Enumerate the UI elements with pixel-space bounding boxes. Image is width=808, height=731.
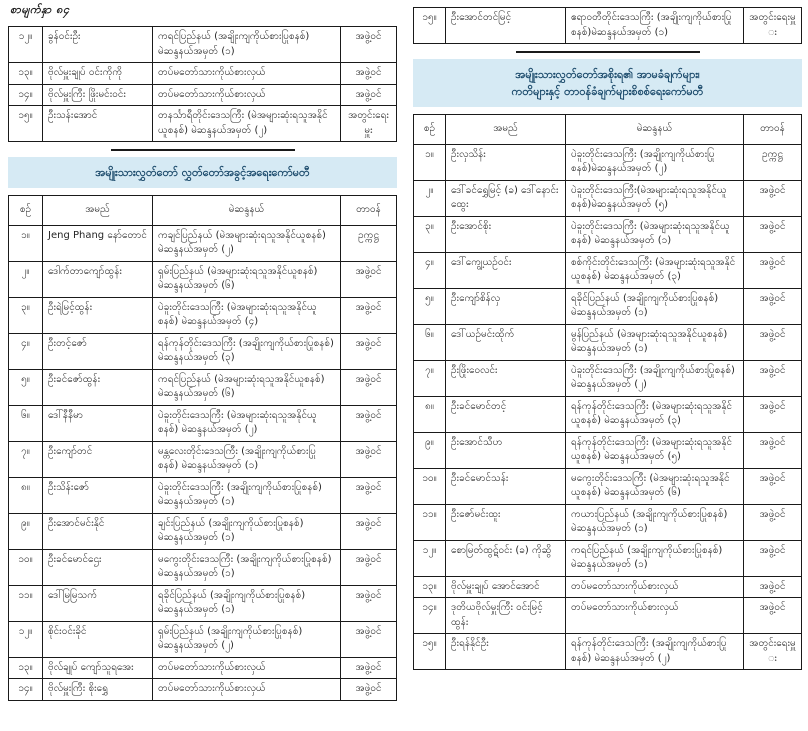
column-header-constituency: မဲဆန္ဒနယ် [566,115,744,145]
cell-name: ဒေါ်ခင်ရွှေမြင့် (ခ) ဒေါ်နောင်းထွေး [446,180,566,216]
table-row [414,432,802,468]
cell-role: အတွင်းရေးမှူး [341,106,397,142]
cell-role: အဖွဲ့ဝင် [744,540,802,576]
cell-name: ဦးသိန်းဇော် [43,477,153,513]
cell-role: အဖွဲ့ဝင် [744,252,802,288]
cell-name: ဦးအောင်သီဟ [446,432,566,468]
cell-name: ဦးသန်းအောင် [43,106,153,142]
cell-no: ၇။ [414,360,446,396]
table-row [414,360,802,396]
table-row [414,252,802,288]
committee-table-left-body [9,225,397,700]
cell-name: ဦးရဲမြင့်ထွန်း [43,297,153,333]
cell-no: ၁။ [414,144,446,180]
committee-title-right-line1: အမျိုးသားလွှတ်တော်အစိုးရ၏ အာမခံချက်များ၊ [515,68,700,81]
committee-table-right-body [414,144,802,670]
cell-role: အဖွဲ့ဝင် [744,468,802,504]
table-row [414,180,802,216]
cell-constituency: မွန်ပြည်နယ် (မဲအများဆုံးရသူအနိုင်ယူစနစ်) မဲဆန္ဒနယ်အမှတ် (၁) [566,324,744,360]
table-row [414,598,802,634]
cell-name: ဦးဇော်မင်းထူး [446,504,566,540]
cell-role: အဖွဲ့ဝင် [341,84,397,106]
cell-role: အဖွဲ့ဝင် [341,405,397,441]
cell-role: အဖွဲ့ဝင် [744,360,802,396]
cell-constituency: ပဲခူးတိုင်းဒေသကြီး (အချိုးကျကိုယ်စားပြုစနစ်)မဲဆန္ဒနယ်အမှတ် (၂) [566,144,744,180]
cell-constituency: တပ်မတော်သားကိုယ်စားလှယ် [153,84,341,106]
cell-name: ဒေါ်နီနီမာ [43,405,153,441]
cell-role: ဥက္ကဋ္ဌ [341,225,397,261]
cell-name: ဗိုလ်မှူးကြီး စိုးရွှေ [43,679,153,701]
cell-name: ဗိုလ်မှူးကြီး ဖြိုးမင်းဝင်း [43,84,153,106]
cell-constituency: ကရင်ပြည်နယ် (အချိုးကျကိုယ်စားပြုစနစ်) မဲဆန္ဒနယ်အမှတ် (၁) [153,27,341,63]
cell-constituency: ရှမ်းပြည်နယ် (မဲအများဆုံးရသူအနိုင်ယူစနစ်) မဲဆန္ဒနယ်အမှတ် (၆) [153,261,341,297]
cell-no: ၁။ [9,225,43,261]
cell-role: အဖွဲ့ဝင် [744,576,802,598]
cell-no: ၄။ [414,252,446,288]
cell-name: ဒေါ်မြမြသက် [43,585,153,621]
cell-name: ဦးခင်ဇော်ထွန်း [43,369,153,405]
column-header-serial: စဉ် [414,115,446,145]
cell-role: အဖွဲ့ဝင် [341,63,397,85]
cell-name: ဦးအောင်မင်းနိုင် [43,513,153,549]
cell-name: ဦးကျော်စိန်လှ [446,288,566,324]
cell-constituency: ပဲခူးတိုင်းဒေသကြီး (မဲအများဆုံးရသူအနိုင်ယူစနစ်) မဲဆန္ဒနယ်အမှတ် (၂) [153,405,341,441]
cell-role: အဖွဲ့ဝင် [341,549,397,585]
table-row [9,621,397,657]
cell-no: ၅။ [414,288,446,324]
cell-name: ဦးခင်မောင်ဌေး [43,549,153,585]
cell-constituency: တပ်မတော်သားကိုယ်စားလှယ် [153,679,341,701]
cell-no: ၁၅။ [414,634,446,670]
continuation-table-right [413,7,802,44]
cell-role: အဖွဲ့ဝင် [341,679,397,701]
cell-role: အဖွဲ့ဝင် [341,27,397,63]
cell-role: ဥက္ကဋ္ဌ [744,144,802,180]
cell-no: ၁၃။ [414,576,446,598]
cell-no: ၁၄။ [9,84,43,106]
cell-no: ၁၂။ [9,621,43,657]
cell-constituency: ရန်ကုန်တိုင်းဒေသကြီး (အချိုးကျကိုယ်စားပြုစနစ်) မဲဆန္ဒနယ်အမှတ် (၃) [153,333,341,369]
cell-constituency: ပဲခူးတိုင်းဒေသကြီး (မဲအများဆုံးရသူအနိုင်ယူစနစ်) မဲဆန္ဒနယ်အမှတ် (၄) [153,297,341,333]
table-row [414,144,802,180]
cell-no: ၁၃။ [9,657,43,679]
table-row [9,679,397,701]
cell-role: အဖွဲ့ဝင် [744,504,802,540]
cell-role: အဖွဲ့ဝင် [341,261,397,297]
cell-no: ၆။ [9,405,43,441]
table-row [9,657,397,679]
cell-constituency: ကရင်ပြည်နယ် (အချိုးကျကိုယ်စားပြုစနစ်) မဲဆန္ဒနယ်အမှတ် (၁) [566,540,744,576]
column-header-name: အမည် [43,196,153,226]
cell-constituency: ကယားပြည်နယ် (အချိုးကျကိုယ်စားပြုစနစ်) မဲဆန္ဒနယ်အမှတ် (၁) [566,504,744,540]
cell-name: ဦးဖြိုးဝေလင်း [446,360,566,396]
cell-no: ၁၁။ [9,585,43,621]
cell-constituency: တပ်မတော်သားကိုယ်စားလှယ် [566,598,744,634]
cell-no: ၁၄။ [9,679,43,701]
cell-constituency: ကရင်ပြည်နယ် (မဲအများဆုံးရသူအနိုင်ယူစနစ်) မဲဆန္ဒနယ်အမှတ် (၆) [153,369,341,405]
cell-no: ၆။ [414,324,446,360]
cell-no: ၉။ [414,432,446,468]
table-row [9,106,397,142]
column-header-name: အမည် [446,115,566,145]
cell-no: ၁၁။ [414,504,446,540]
committee-title-left [8,157,397,188]
cell-no: ၅။ [9,369,43,405]
cell-constituency: တပ်မတော်သားကိုယ်စားလှယ် [153,63,341,85]
table-row [414,324,802,360]
table-row [9,405,397,441]
cell-constituency: ကချင်ပြည်နယ် (မဲအများဆုံးရသူအနိုင်ယူစနစ်) မဲဆန္ဒနယ်အမှတ် (၂) [153,225,341,261]
cell-name: ဦးတင့်ဇော် [43,333,153,369]
section-divider-right [516,51,700,53]
cell-no: ၁၅။ [9,106,43,142]
column-header-role: တာဝန် [341,196,397,226]
cell-role: အဖွဲ့ဝင် [341,585,397,621]
cell-role: အဖွဲ့ဝင် [744,180,802,216]
cell-no: ၁၅။ [414,8,446,44]
continuation-table-right-body [414,8,802,44]
table-row [9,63,397,85]
cell-name: ဒေါ်ယဉ်မင်းထိုက် [446,324,566,360]
table-row [9,297,397,333]
cell-no: ၁၂။ [414,540,446,576]
cell-role: အတွင်းရေးမှူး [744,634,802,670]
cell-name: စိုင်းဝင်းခိုင် [43,621,153,657]
cell-no: ၃။ [414,216,446,252]
cell-role: အဖွဲ့ဝင် [341,369,397,405]
cell-constituency: စစ်ကိုင်းတိုင်းဒေသကြီး (မဲအများဆုံးရသူအနိုင်ယူစနစ်) မဲဆန္ဒနယ်အမှတ် (၃) [566,252,744,288]
cell-constituency: ရခိုင်ပြည်နယ် (အချိုးကျကိုယ်စားပြုစနစ်) မဲဆန္ဒနယ်အမှတ် (၁) [566,288,744,324]
table-row [414,288,802,324]
cell-name: Jeng Phang နော်တောင် [43,225,153,261]
cell-role: အဖွဲ့ဝင် [341,333,397,369]
cell-role: အဖွဲ့ဝင် [744,324,802,360]
cell-constituency: ရန်ကုန်တိုင်းဒေသကြီး (မဲအများဆုံးရသူအနိုင်ယူစနစ်) မဲဆန္ဒနယ်အမှတ် (၃) [566,396,744,432]
table-row [9,585,397,621]
cell-no: ၁၀။ [414,468,446,504]
continuation-table-left [8,26,397,142]
cell-name: ဗိုလ်ချုပ် ကျော်သူရအေး [43,657,153,679]
cell-role: အဖွဲ့ဝင် [341,297,397,333]
cell-no: ၁၀။ [9,549,43,585]
right-column [413,7,802,670]
cell-constituency: ရှမ်းပြည်နယ် (အချိုးကျကိုယ်စားပြုစနစ်) မဲဆန္ဒနယ်အမှတ် (၂) [153,621,341,657]
table-row [414,216,802,252]
cell-constituency: ချင်းပြည်နယ် (အချိုးကျကိုယ်စားပြုစနစ်) မဲဆန္ဒနယ်အမှတ် (၁) [153,513,341,549]
committee-table-left [8,195,397,701]
committee-title-right-line2: ကတိများနှင့် တာဝန်ခံချက်များစိစစ်ရေးကော်မတီ [511,85,704,99]
cell-constituency: တပ်မတော်သားကိုယ်စားလှယ် [566,576,744,598]
committee-title-right [413,59,802,107]
table-row [414,504,802,540]
table-row [9,369,397,405]
cell-constituency: ပဲခူးတိုင်းဒေသကြီး (အချိုးကျကိုယ်စားပြုစနစ်) မဲဆန္ဒနယ်အမှတ် (၁) [153,477,341,513]
cell-constituency: ပဲခူးတိုင်းဒေသကြီး (အချိုးကျကိုယ်စားပြုစနစ်) မဲဆန္ဒနယ်အမှတ် (၂) [566,360,744,396]
cell-no: ၂။ [9,261,43,297]
cell-name: ဗိုလ်မှူးချုပ် အောင်အောင် [446,576,566,598]
cell-role: အတွင်းရေးမှူး [744,8,802,44]
cell-name: ဒေါ်ကျွေ့ယဉ်ဝင်း [446,252,566,288]
column-header-serial: စဉ် [9,196,43,226]
cell-name: ဦးလှသိန်း [446,144,566,180]
table-row [9,84,397,106]
cell-no: ၁၂။ [9,27,43,63]
cell-role: အဖွဲ့ဝင် [341,513,397,549]
left-column [8,3,397,701]
cell-no: ၇။ [9,441,43,477]
table-row [9,477,397,513]
cell-constituency: ရန်ကုန်တိုင်းဒေသကြီး (မဲအများဆုံးရသူအနိုင်ယူစနစ်) မဲဆန္ဒနယ်အမှတ် (၅) [566,432,744,468]
committee-table-right [413,114,802,670]
table-row [9,225,397,261]
cell-role: အဖွဲ့ဝင် [744,432,802,468]
cell-constituency: မန္တလေးတိုင်းဒေသကြီး (အချိုးကျကိုယ်စားပြုစနစ်) မဲဆန္ဒနယ်အမှတ် (၁) [153,441,341,477]
table-row [9,261,397,297]
cell-role: အဖွဲ့ဝင် [341,441,397,477]
table-row [414,634,802,670]
table-row [9,333,397,369]
column-header-role: တာဝန် [744,115,802,145]
cell-constituency: မကွေးတိုင်းဒေသကြီး (မဲအများဆုံးရသူအနိုင်ယူစနစ်) မဲဆန္ဒနယ်အမှတ် (၆) [566,468,744,504]
cell-name: ဗိုလ်မှူးချုပ် ဝင်းကိုကို [43,63,153,85]
table-row [414,468,802,504]
cell-constituency: ပဲခူးတိုင်းဒေသကြီး (မဲအများဆုံးရသူအနိုင်ယူစနစ်) မဲဆန္ဒနယ်အမှတ် (၁) [566,216,744,252]
cell-constituency: ရခိုင်ပြည်နယ် (အချိုးကျကိုယ်စားပြုစနစ်) မဲဆန္ဒနယ်အမှတ် (၁) [153,585,341,621]
cell-constituency: ပဲခူးတိုင်းဒေသကြီး(မဲအများဆုံးရသူအနိုင်ယူစနစ်)မဲဆန္ဒနယ်အမှတ် (၅) [566,180,744,216]
cell-role: အဖွဲ့ဝင် [744,598,802,634]
cell-no: ၂။ [414,180,446,216]
table-row [9,549,397,585]
cell-constituency: ရန်ကုန်တိုင်းဒေသကြီး (အချိုးကျကိုယ်စားပြုစနစ်) မဲဆန္ဒနယ်အမှတ် (၂) [566,634,744,670]
column-header-constituency: မဲဆန္ဒနယ် [153,196,341,226]
cell-role: အဖွဲ့ဝင် [744,396,802,432]
cell-name: ဦးအောင်စိုး [446,216,566,252]
table-header-row [414,115,802,145]
cell-name: ဦးခင်မောင်သန်း [446,468,566,504]
cell-role: အဖွဲ့ဝင် [744,288,802,324]
cell-name: ဦးကျော်တင် [43,441,153,477]
table-row [414,396,802,432]
cell-name: ဒေါက်တာကျော်ထွန်း [43,261,153,297]
cell-name: ဒုတိယဗိုလ်မှူးကြီး ဝင်းမြင့်ထွန်း [446,598,566,634]
cell-role: အဖွဲ့ဝင် [341,621,397,657]
cell-role: အဖွဲ့ဝင် [341,477,397,513]
table-row [9,441,397,477]
table-header-row [9,196,397,226]
cell-name: ဦးခင်မောင်တင့် [446,396,566,432]
cell-no: ၁၄။ [414,598,446,634]
table-row [9,513,397,549]
table-row [414,540,802,576]
section-divider-left [111,149,295,151]
cell-name: စောမြတ်ထွဋ်ဝင်း (ခ) ကိုဆွိ [446,540,566,576]
cell-no: ၃။ [9,297,43,333]
cell-role: အဖွဲ့ဝင် [341,657,397,679]
committee-title-left-text: အမျိုးသားလွှတ်တော် လွှတ်တော်အခွင့်အရေးကော်မတီ [95,166,310,179]
cell-no: ၄။ [9,333,43,369]
table-row [414,576,802,598]
page-number-label: စာမျက်နှာ ၈၄ [10,3,70,16]
cell-constituency: တနင်္သာရီတိုင်းဒေသကြီး (မဲအများဆုံးရသူအနိုင်ယူစနစ်) မဲဆန္ဒနယ်အမှတ် (၂) [153,106,341,142]
cell-no: ၈။ [414,396,446,432]
table-row [9,27,397,63]
cell-name: ဦးအောင်တင်မြင့် [446,8,566,44]
cell-name: ခွန်ဝင်းဦး [43,27,153,63]
continuation-table-left-body [9,27,397,142]
table-row [414,8,802,44]
cell-no: ၈။ [9,477,43,513]
cell-name: ဦးရန်နိုင်ဦး [446,634,566,670]
cell-constituency: တပ်မတော်သားကိုယ်စားလှယ် [153,657,341,679]
cell-no: ၉။ [9,513,43,549]
cell-role: အဖွဲ့ဝင် [744,216,802,252]
cell-no: ၁၃။ [9,63,43,85]
cell-constituency: မကွေးတိုင်းဒေသကြီး (အချိုးကျကိုယ်စားပြုစနစ်) မဲဆန္ဒနယ်အမှတ် (၁) [153,549,341,585]
cell-constituency: ဧရာဝတီတိုင်းဒေသကြီး (အချိုးကျကိုယ်စားပြုစနစ်)မဲဆန္ဒနယ်အမှတ် (၁) [566,8,744,44]
